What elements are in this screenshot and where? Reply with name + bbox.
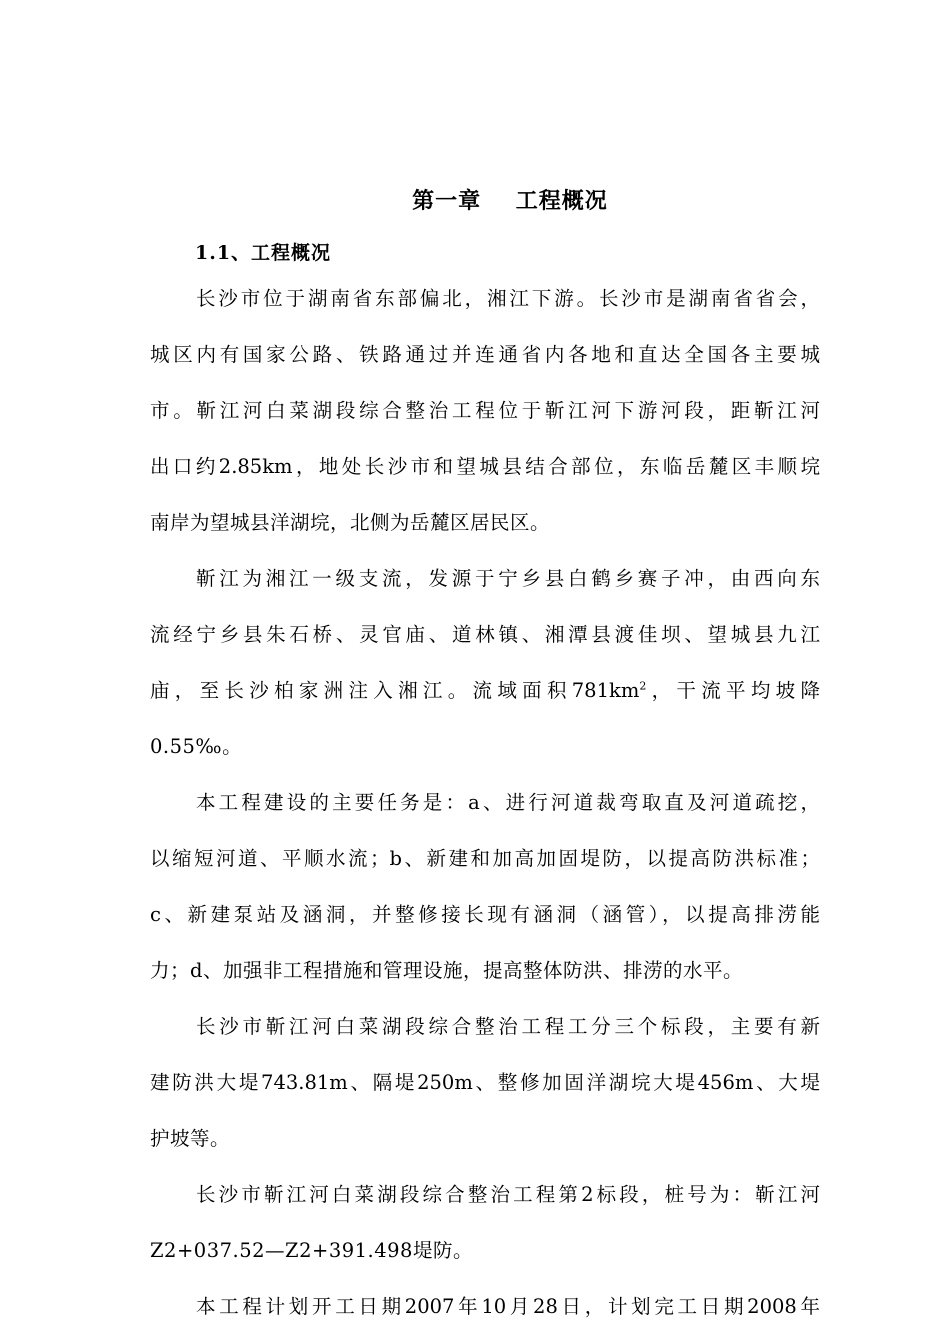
paragraph-1-line-2: 城区内有国家公路、铁路通过并连通省内各地和直达全国各主要城 [150, 343, 820, 366]
paragraph-4-line-2: 建防洪大堤743.81m、隔堤250m、整修加固洋湖垸大堤456m、大堤 [150, 1071, 820, 1094]
paragraph-4-line-1: 长沙市靳江河白菜湖段综合整治工程工分三个标段，主要有新 [196, 1015, 820, 1038]
paragraph-1-line-5: 南岸为望城县洋湖垸，北侧为岳麓区居民区。 [150, 511, 551, 534]
paragraph-2-line-4: 0.55‰。 [150, 735, 243, 758]
paragraph-4-line-3: 护坡等。 [150, 1127, 231, 1150]
paragraph-3-line-1: 本工程建设的主要任务是：a、进行河道裁弯取直及河道疏挖， [196, 791, 820, 814]
paragraph-3-line-4: 力；d、加强非工程措施和管理设施，提高整体防洪、排涝的水平。 [150, 959, 743, 982]
slope-text: ，干流平均坡降 [646, 679, 820, 702]
paragraph-1-line-1: 长沙市位于湖南省东部偏北，湘江下游。长沙市是湖南省省会， [196, 287, 820, 310]
paragraph-1-line-3: 市。靳江河白菜湖段综合整治工程位于靳江河下游河段，距靳江河 [150, 399, 820, 422]
paragraph-3-line-2: 以缩短河道、平顺水流；b、新建和加高加固堤防，以提高防洪标准； [150, 847, 820, 870]
paragraph-6-line-1: 本工程计划开工日期2007年10月28日，计划完工日期2008年 [196, 1295, 820, 1318]
paragraph-2-line-3 [150, 677, 820, 705]
paragraph-2-line-2: 流经宁乡县朱石桥、灵官庙、道林镇、湘潭县渡佳坝、望城县九江 [150, 623, 820, 646]
paragraph-3-line-3: c、新建泵站及涵洞，并整修接长现有涵洞（涵管），以提高排涝能 [150, 903, 820, 926]
basin-area-text: 庙，至长沙柏家洲注入湘江。流域面积781km [150, 679, 640, 702]
paragraph-5-line-2: Z2+037.52—Z2+391.498堤防。 [150, 1239, 473, 1262]
paragraph-2-line-1: 靳江为湘江一级支流，发源于宁乡县白鹤乡赛子冲，由西向东 [196, 567, 820, 590]
paragraph-1-line-4: 出口约2.85km，地处长沙市和望城县结合部位，东临岳麓区丰顺垸 [150, 455, 820, 478]
paragraph-5-line-1: 长沙市靳江河白菜湖段综合整治工程第2标段，桩号为：靳江河 [196, 1183, 820, 1206]
section-title: 1.1、工程概况 [195, 242, 332, 264]
chapter-title: 第一章 工程概况 [412, 188, 608, 214]
superscript-2: 2 [639, 679, 647, 693]
